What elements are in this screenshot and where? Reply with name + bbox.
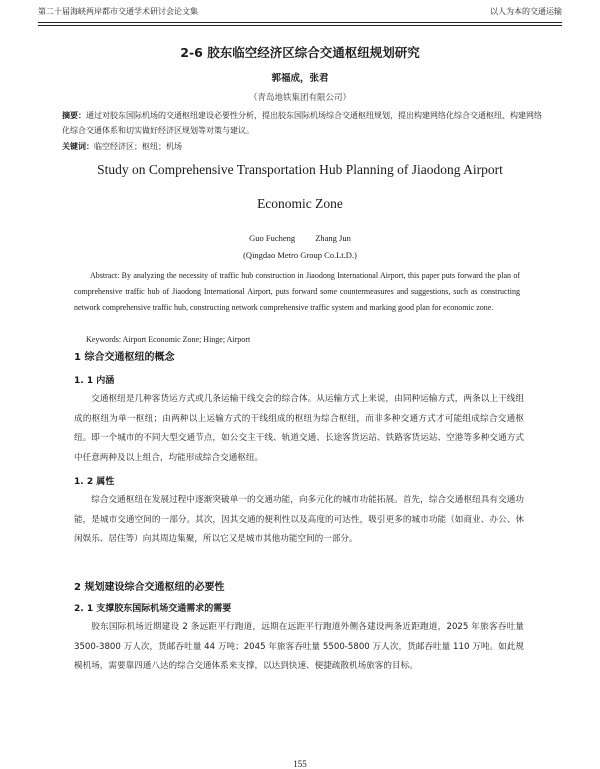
abstract-cn: [62, 108, 542, 138]
paper-title-en-line2: Economic Zone: [257, 196, 343, 211]
header-proceedings-title: 第二十届海峡两岸都市交通学术研讨会论文集: [38, 7, 198, 16]
page-number: 155: [293, 759, 307, 769]
author-en-2: Zhang Jun: [315, 233, 351, 243]
affiliation-en: (Qingdao Metro Group Co.Lt.D.): [243, 250, 357, 260]
running-header: [38, 6, 562, 20]
keywords-cn-label: 关键词：: [62, 142, 94, 151]
header-rule: [38, 22, 562, 23]
subsection-heading-2-1: 2. 1 支撑胶东国际机场交通需求的需要: [74, 604, 232, 614]
subsection-heading-1-1: 1. 1 内涵: [74, 376, 115, 386]
authors-en: [0, 233, 600, 243]
authors-cn: 郭福成，张君: [271, 73, 329, 84]
author-en-1: Guo Fucheng: [249, 233, 296, 243]
keywords-cn: [62, 139, 542, 154]
paragraph-2-1: 胶东国际机场近期建设 2 条远距平行跑道，远期在远距平行跑道外侧各建设两条近距跑道，2025 年旅客吞吐量 3500-3800 万人次，货邮吞吐量 44 万吨；2045 年旅客吞吐量 5500-5800 万人次，货邮吞吐量 110 万吨。如此规模机场，需要靠四通八达的综合交通体系来支撑，以达到快速、便捷疏散机场旅客的目标。: [74, 622, 524, 672]
abstract-en: Abstract: By analyzing the necessity of traffic hub construction in Jiaodong International Airport, this paper puts forward the plan of comprehensive traffic hub of Jiaodong International Airport, puts forward some countermeasures and suggestions, such as constructing network comprehensive traffic hub, constructing network comprehensive traffic system and marking good plan for economic zone.: [74, 271, 520, 312]
paper-title-cn: 2-6 胶东临空经济区综合交通枢纽规划研究: [180, 45, 420, 60]
keywords-en: Keywords: Airport Economic Zone; Hinge; Airport: [86, 335, 251, 344]
paragraph-1-2: 综合交通枢纽在发展过程中逐渐突破单一的交通功能，向多元化的城市功能拓展。首先，综合交通枢纽具有交通功能，是城市交通空间的一部分。其次，因其交通的便利性以及高度的可达性，吸引更多的城市功能（如商业、办公、休闲娱乐、居住等）向其周边集聚，所以它又是城市其他功能空间的一部分。: [74, 495, 524, 545]
header-theme: 以人为本的交通运输: [490, 7, 562, 16]
paper-title-en-line1: Study on Comprehensive Transportation Hub Planning of Jiaodong Airport: [97, 162, 503, 177]
header-rule-thin: [38, 25, 562, 26]
abstract-cn-text: 通过对胶东国际机场的交通枢纽建设必要性分析，提出胶东国际机场综合交通枢纽规划，提出构建网络化综合交通枢纽、构建网络化综合交通体系和切实做好经济区规划等对策与建议。: [62, 111, 542, 135]
abstract-cn-label: 摘要：: [62, 111, 86, 120]
section-heading-1: 1 综合交通枢纽的概念: [74, 352, 175, 363]
affiliation-cn: （青岛地铁集团有限公司）: [248, 93, 351, 103]
keywords-cn-text: 临空经济区；枢纽；机场: [94, 142, 182, 151]
subsection-heading-1-2: 1. 2 属性: [74, 477, 115, 487]
paragraph-1-1: 交通枢纽是几种客货运方式或几条运输干线交会的综合体。从运输方式上来说，由同种运输方式，两条以上干线组成的枢纽为单一枢纽；由两种以上运输方式的干线组成的枢纽为综合枢纽，而非多种交通方式才可能组成综合交通枢纽。即一个城市的不同大型交通节点，如公交主干线、轨道交通、长途客货运站、铁路客货运站、空港等多种交通方式中任意两种及以上组合，均能形成综合交通枢纽。: [74, 394, 524, 463]
section-heading-2: 2 规划建设综合交通枢纽的必要性: [74, 582, 225, 593]
